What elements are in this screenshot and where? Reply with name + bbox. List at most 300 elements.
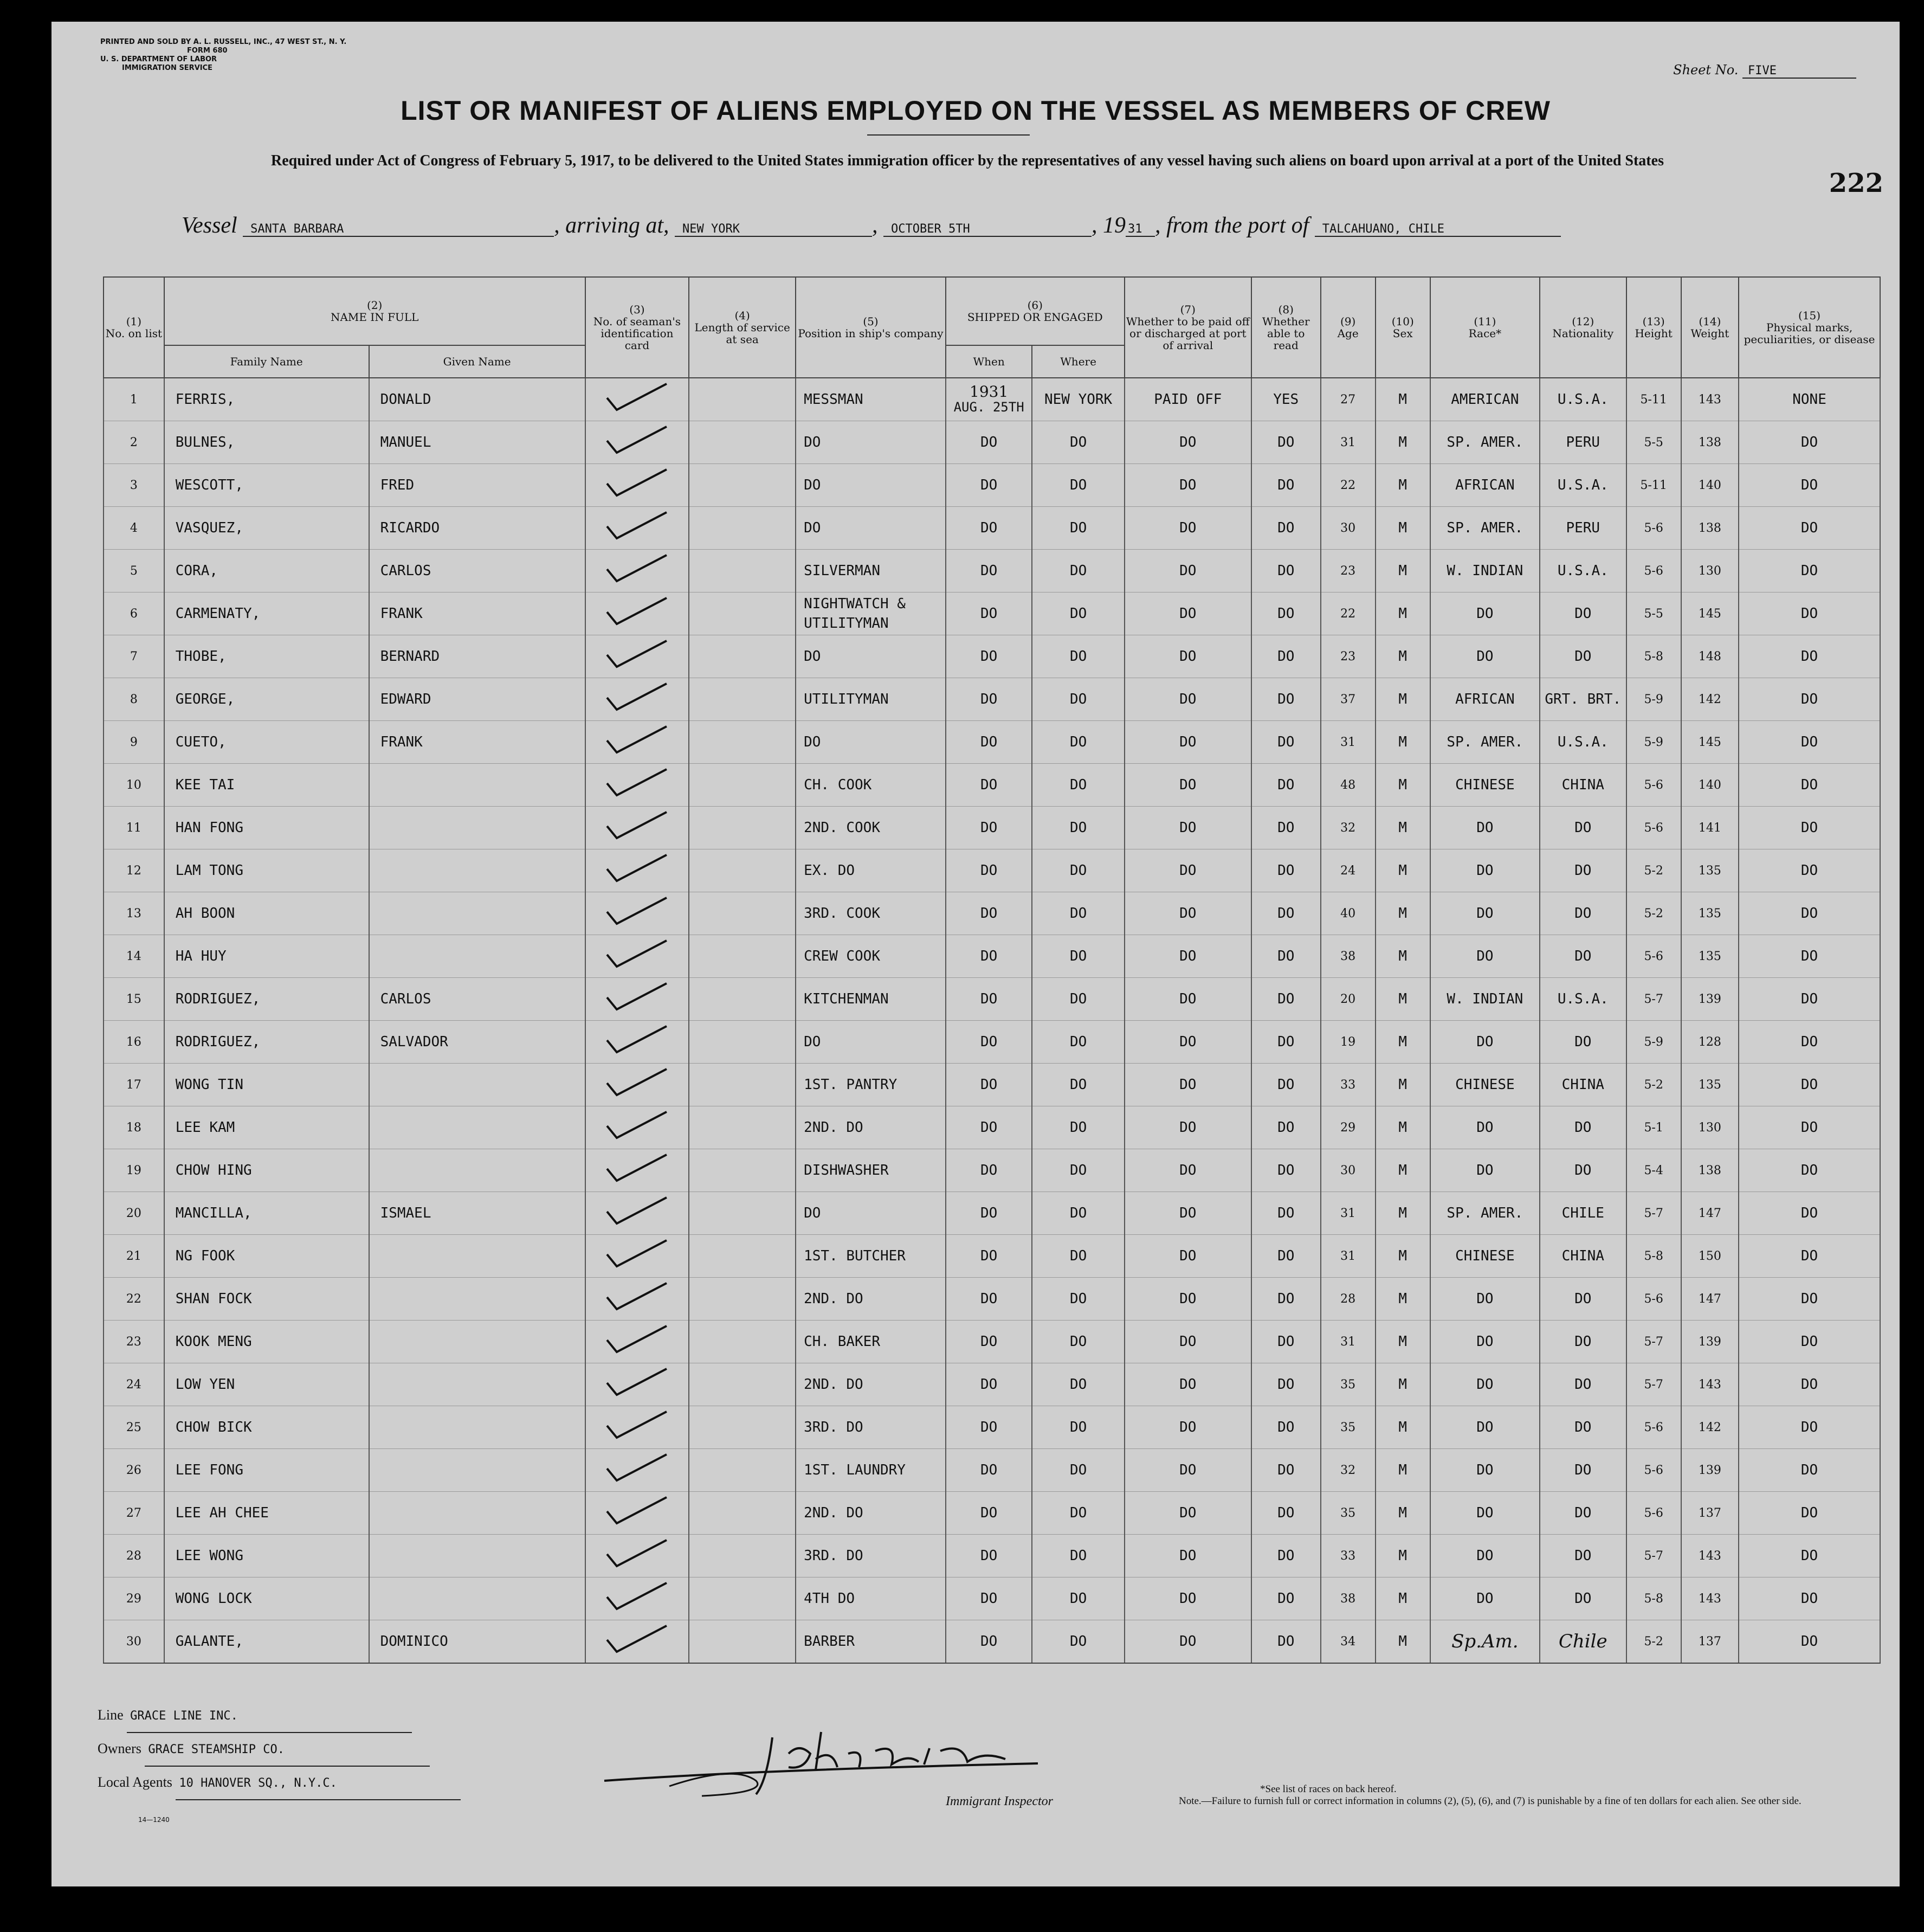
weight-cell: 142 [1681, 678, 1739, 721]
family-name-cell: HAN FONG [164, 807, 369, 849]
family-name-cell: LOW YEN [164, 1363, 369, 1406]
row-number-cell: 4 [104, 507, 164, 550]
shipped-when-cell: DO [946, 593, 1032, 635]
shipped-where-cell: DO [1032, 1321, 1124, 1363]
sex-cell: M [1376, 1321, 1430, 1363]
height-cell: 5-6 [1626, 507, 1681, 550]
paid-off-cell: DO [1125, 721, 1251, 764]
given-name-cell [369, 1449, 585, 1492]
col-header-weight: (14) Weight [1681, 277, 1739, 378]
sex-cell: M [1376, 978, 1430, 1021]
form-code: 14—1240 [138, 1816, 170, 1824]
height-cell: 5-9 [1626, 678, 1681, 721]
table-row [104, 1535, 1880, 1577]
age-cell: 29 [1321, 1106, 1376, 1149]
physical-marks-cell: DO [1739, 892, 1880, 935]
family-name-cell: GEORGE, [164, 678, 369, 721]
race-cell: DO [1430, 1449, 1540, 1492]
col-header-age: (9) Age [1321, 277, 1376, 378]
shipped-where-cell: DO [1032, 1149, 1124, 1192]
given-name-cell: ISMAEL [369, 1192, 585, 1235]
year-prefix: , 19 [1092, 213, 1126, 238]
race-cell: DO [1430, 1492, 1540, 1535]
shipped-when-cell: DO [946, 892, 1032, 935]
weight-cell: 147 [1681, 1192, 1739, 1235]
service-length-cell [689, 892, 796, 935]
service-length-cell [689, 849, 796, 892]
paid-off-cell: DO [1125, 550, 1251, 593]
paid-off-cell: DO [1125, 1192, 1251, 1235]
id-card-check-cell [585, 1106, 689, 1149]
age-cell: 31 [1321, 1321, 1376, 1363]
shipped-where-cell: DO [1032, 421, 1124, 464]
id-card-check-cell [585, 1064, 689, 1106]
able-to-read-cell: DO [1251, 721, 1321, 764]
family-name-cell: LEE AH CHEE [164, 1492, 369, 1535]
race-cell: DO [1430, 892, 1540, 935]
check-mark-icon [602, 1367, 672, 1399]
given-name-cell [369, 1492, 585, 1535]
shipped-when-cell: DO [946, 849, 1032, 892]
able-to-read-cell: DO [1251, 1620, 1321, 1664]
race-cell: Sp.Am. [1430, 1620, 1540, 1664]
given-name-cell: DOMINICO [369, 1620, 585, 1664]
check-mark-icon [602, 1195, 672, 1228]
nationality-cell: U.S.A. [1540, 378, 1626, 421]
age-cell: 35 [1321, 1406, 1376, 1449]
family-name-cell: RODRIGUEZ, [164, 978, 369, 1021]
given-name-cell [369, 1406, 585, 1449]
footer-notes [1179, 1783, 1840, 1807]
id-card-check-cell [585, 1278, 689, 1321]
sex-cell: M [1376, 1106, 1430, 1149]
id-card-check-cell [585, 1449, 689, 1492]
family-name-cell: CUETO, [164, 721, 369, 764]
physical-marks-cell: DO [1739, 721, 1880, 764]
nationality-cell: DO [1540, 1577, 1626, 1620]
family-name-cell: WONG TIN [164, 1064, 369, 1106]
sex-cell: M [1376, 378, 1430, 421]
check-mark-icon [602, 1538, 672, 1570]
nationality-cell: DO [1540, 1492, 1626, 1535]
able-to-read-cell: DO [1251, 1363, 1321, 1406]
shipped-when-cell: DO [946, 721, 1032, 764]
sex-cell: M [1376, 849, 1430, 892]
position-cell: 2ND. DO [796, 1278, 946, 1321]
able-to-read-cell: DO [1251, 507, 1321, 550]
table-row [104, 1492, 1880, 1535]
check-mark-icon [602, 810, 672, 842]
height-cell: 5-6 [1626, 764, 1681, 807]
table-row [104, 978, 1880, 1021]
paid-off-cell: PAID OFF [1125, 378, 1251, 421]
given-name-cell [369, 1064, 585, 1106]
given-name-cell: DONALD [369, 378, 585, 421]
paid-off-cell: DO [1125, 892, 1251, 935]
arriving-port: NEW YORK [675, 222, 872, 237]
paid-off-cell: DO [1125, 1064, 1251, 1106]
sex-cell: M [1376, 721, 1430, 764]
nationality-cell: DO [1540, 1021, 1626, 1064]
sex-cell: M [1376, 1021, 1430, 1064]
paid-off-cell: DO [1125, 1449, 1251, 1492]
weight-cell: 145 [1681, 593, 1739, 635]
service-length-cell [689, 807, 796, 849]
shipped-when-cell: DO [946, 1492, 1032, 1535]
inspector-signature [593, 1699, 1081, 1802]
able-to-read-cell: DO [1251, 1235, 1321, 1278]
physical-marks-cell: DO [1739, 464, 1880, 507]
sex-cell: M [1376, 593, 1430, 635]
height-cell: 5-6 [1626, 1278, 1681, 1321]
family-name-cell: CHOW HING [164, 1149, 369, 1192]
check-mark-icon [602, 1324, 672, 1356]
check-mark-icon [602, 981, 672, 1014]
id-card-check-cell [585, 935, 689, 978]
family-name-cell: CHOW BICK [164, 1406, 369, 1449]
age-cell: 35 [1321, 1363, 1376, 1406]
family-name-cell: KOOK MENG [164, 1321, 369, 1363]
sex-cell: M [1376, 807, 1430, 849]
position-cell: 3RD. DO [796, 1535, 946, 1577]
id-card-check-cell [585, 550, 689, 593]
given-name-cell [369, 764, 585, 807]
physical-marks-cell: DO [1739, 678, 1880, 721]
row-number-cell: 29 [104, 1577, 164, 1620]
paid-off-cell: DO [1125, 764, 1251, 807]
able-to-read-cell: DO [1251, 1449, 1321, 1492]
weight-cell: 147 [1681, 1278, 1739, 1321]
family-name-cell: WONG LOCK [164, 1577, 369, 1620]
shipped-where-cell: DO [1032, 807, 1124, 849]
physical-marks-cell: DO [1739, 1535, 1880, 1577]
given-name-cell [369, 849, 585, 892]
paid-off-cell: DO [1125, 1577, 1251, 1620]
age-cell: 23 [1321, 635, 1376, 678]
physical-marks-cell: DO [1739, 1363, 1880, 1406]
shipped-where-cell: DO [1032, 1278, 1124, 1321]
family-name-cell: KEE TAI [164, 764, 369, 807]
weight-cell: 138 [1681, 507, 1739, 550]
service-length-cell [689, 1577, 796, 1620]
given-name-cell: FRANK [369, 721, 585, 764]
table-row [104, 464, 1880, 507]
service-length-cell [689, 550, 796, 593]
table-row [104, 807, 1880, 849]
weight-cell: 145 [1681, 721, 1739, 764]
given-name-cell [369, 892, 585, 935]
age-cell: 24 [1321, 849, 1376, 892]
physical-marks-cell: DO [1739, 1235, 1880, 1278]
paid-off-cell: DO [1125, 807, 1251, 849]
manifest-body [104, 378, 1880, 1663]
family-name-cell: LEE KAM [164, 1106, 369, 1149]
weight-cell: 150 [1681, 1235, 1739, 1278]
sex-cell: M [1376, 1192, 1430, 1235]
check-mark-icon [602, 938, 672, 971]
sex-cell: M [1376, 1235, 1430, 1278]
department: U. S. DEPARTMENT OF LABOR [100, 55, 217, 63]
nationality-cell: CHILE [1540, 1192, 1626, 1235]
service-length-cell [689, 978, 796, 1021]
race-cell: DO [1430, 807, 1540, 849]
id-card-check-cell [585, 1492, 689, 1535]
shipped-when-cell: DO [946, 1577, 1032, 1620]
service-length-cell [689, 721, 796, 764]
height-cell: 5-2 [1626, 1064, 1681, 1106]
table-row [104, 1235, 1880, 1278]
page-number: 222 [1829, 168, 1883, 198]
col-header-name: (2) NAME IN FULL [164, 277, 585, 345]
weight-cell: 135 [1681, 892, 1739, 935]
race-cell: SP. AMER. [1430, 721, 1540, 764]
owners-value: GRACE STEAMSHIP CO. [145, 1734, 430, 1767]
nationality-cell: PERU [1540, 507, 1626, 550]
weight-cell: 139 [1681, 1321, 1739, 1363]
given-name-cell [369, 1235, 585, 1278]
physical-marks-cell: DO [1739, 1449, 1880, 1492]
check-mark-icon [602, 1024, 672, 1057]
shipped-where-cell: DO [1032, 1192, 1124, 1235]
shipped-where-cell: DO [1032, 1021, 1124, 1064]
paid-off-cell: DO [1125, 1406, 1251, 1449]
able-to-read-cell: DO [1251, 1021, 1321, 1064]
paid-off-cell: DO [1125, 1363, 1251, 1406]
table-row [104, 1620, 1880, 1664]
position-cell: NIGHTWATCH & UTILITYMAN [796, 593, 946, 635]
paid-off-cell: DO [1125, 1149, 1251, 1192]
table-row [104, 1192, 1880, 1235]
age-cell: 34 [1321, 1620, 1376, 1664]
paid-off-cell: DO [1125, 1321, 1251, 1363]
id-card-check-cell [585, 807, 689, 849]
shipped-when-cell: DO [946, 1620, 1032, 1664]
height-cell: 5-5 [1626, 421, 1681, 464]
physical-marks-cell: DO [1739, 1192, 1880, 1235]
year-suffix: 31 [1126, 222, 1155, 237]
position-cell: 2ND. DO [796, 1106, 946, 1149]
row-number-cell: 14 [104, 935, 164, 978]
height-cell: 5-9 [1626, 1021, 1681, 1064]
able-to-read-cell: DO [1251, 1577, 1321, 1620]
family-name-cell: SHAN FOCK [164, 1278, 369, 1321]
service-length-cell [689, 1192, 796, 1235]
physical-marks-cell: DO [1739, 935, 1880, 978]
given-name-cell [369, 1321, 585, 1363]
family-name-cell: LEE WONG [164, 1535, 369, 1577]
given-name-cell: RICARDO [369, 507, 585, 550]
nationality-cell: DO [1540, 1278, 1626, 1321]
sex-cell: M [1376, 764, 1430, 807]
id-card-check-cell [585, 1321, 689, 1363]
nationality-cell: GRT. BRT. [1540, 678, 1626, 721]
height-cell: 5-6 [1626, 1449, 1681, 1492]
check-mark-icon [602, 1110, 672, 1142]
id-card-check-cell [585, 1235, 689, 1278]
weight-cell: 135 [1681, 935, 1739, 978]
weight-cell: 139 [1681, 1449, 1739, 1492]
able-to-read-cell: DO [1251, 1278, 1321, 1321]
family-name-cell: LEE FONG [164, 1449, 369, 1492]
race-cell: DO [1430, 593, 1540, 635]
nationality-cell: DO [1540, 1321, 1626, 1363]
service-length-cell [689, 1620, 796, 1664]
shipped-where-cell: DO [1032, 1106, 1124, 1149]
sex-cell: M [1376, 421, 1430, 464]
race-cell: DO [1430, 1149, 1540, 1192]
race-cell: DO [1430, 1106, 1540, 1149]
able-to-read-cell: DO [1251, 1321, 1321, 1363]
form-number: FORM 680 [187, 47, 228, 55]
race-cell: CHINESE [1430, 1064, 1540, 1106]
col-header-where: Where [1032, 345, 1124, 378]
arrival-date: OCTOBER 5TH [883, 222, 1092, 237]
row-number-cell: 8 [104, 678, 164, 721]
shipped-where-cell: DO [1032, 464, 1124, 507]
nationality-cell: DO [1540, 1406, 1626, 1449]
age-cell: 48 [1321, 764, 1376, 807]
service-length-cell [689, 635, 796, 678]
age-cell: 31 [1321, 1235, 1376, 1278]
paid-off-cell: DO [1125, 1492, 1251, 1535]
given-name-cell: FRANK [369, 593, 585, 635]
from-label: , from the port of [1155, 213, 1309, 238]
check-mark-icon [602, 467, 672, 500]
col-header-family-name: Family Name [164, 345, 369, 378]
race-cell: CHINESE [1430, 1235, 1540, 1278]
weight-cell: 142 [1681, 1406, 1739, 1449]
family-name-cell: LAM TONG [164, 849, 369, 892]
physical-marks-cell: NONE [1739, 378, 1880, 421]
family-name-cell: FERRIS, [164, 378, 369, 421]
check-mark-icon [602, 1067, 672, 1099]
shipped-when-cell: DO [946, 1278, 1032, 1321]
row-number-cell: 30 [104, 1620, 164, 1664]
check-mark-icon [602, 1409, 672, 1442]
race-cell: DO [1430, 635, 1540, 678]
position-cell: DO [796, 507, 946, 550]
position-cell: SILVERMAN [796, 550, 946, 593]
age-cell: 40 [1321, 892, 1376, 935]
table-row [104, 1278, 1880, 1321]
race-cell: SP. AMER. [1430, 421, 1540, 464]
row-number-cell: 23 [104, 1321, 164, 1363]
height-cell: 5-8 [1626, 1577, 1681, 1620]
check-mark-icon [602, 1495, 672, 1528]
position-cell: DISHWASHER [796, 1149, 946, 1192]
table-row [104, 593, 1880, 635]
race-cell: W. INDIAN [1430, 978, 1540, 1021]
service-length-cell [689, 1278, 796, 1321]
sex-cell: M [1376, 1278, 1430, 1321]
height-cell: 5-6 [1626, 550, 1681, 593]
id-card-check-cell [585, 1149, 689, 1192]
row-number-cell: 28 [104, 1535, 164, 1577]
paid-off-cell: DO [1125, 935, 1251, 978]
height-cell: 5-2 [1626, 892, 1681, 935]
able-to-read-cell: DO [1251, 935, 1321, 978]
nationality-cell: DO [1540, 892, 1626, 935]
service-length-cell [689, 507, 796, 550]
col-header-no: (1) No. on list [104, 277, 164, 378]
service-length-cell [689, 464, 796, 507]
height-cell: 5-6 [1626, 935, 1681, 978]
family-name-cell: GALANTE, [164, 1620, 369, 1664]
sex-cell: M [1376, 1064, 1430, 1106]
check-mark-icon [602, 1581, 672, 1613]
race-cell: DO [1430, 1406, 1540, 1449]
id-card-check-cell [585, 464, 689, 507]
row-number-cell: 17 [104, 1064, 164, 1106]
check-mark-icon [602, 1281, 672, 1313]
service-length-cell [689, 1406, 796, 1449]
id-card-check-cell [585, 1406, 689, 1449]
shipped-when-cell: DO [946, 678, 1032, 721]
physical-marks-cell: DO [1739, 1064, 1880, 1106]
sex-cell: M [1376, 635, 1430, 678]
shipped-where-cell: DO [1032, 935, 1124, 978]
table-row [104, 1021, 1880, 1064]
physical-marks-cell: DO [1739, 421, 1880, 464]
service-length-cell [689, 1449, 796, 1492]
check-mark-icon [602, 767, 672, 800]
able-to-read-cell: DO [1251, 1149, 1321, 1192]
age-cell: 32 [1321, 807, 1376, 849]
able-to-read-cell: DO [1251, 1406, 1321, 1449]
able-to-read-cell: DO [1251, 550, 1321, 593]
sex-cell: M [1376, 1492, 1430, 1535]
position-cell: DO [796, 464, 946, 507]
sex-cell: M [1376, 1577, 1430, 1620]
family-name-cell: WESCOTT, [164, 464, 369, 507]
shipped-when-cell: DO [946, 1106, 1032, 1149]
id-card-check-cell [585, 1192, 689, 1235]
physical-marks-cell: DO [1739, 764, 1880, 807]
page-title: LIST OR MANIFEST OF ALIENS EMPLOYED ON THE VESSEL AS MEMBERS OF CREW [401, 95, 1551, 126]
sheet-number-label: Sheet No. [1673, 62, 1739, 78]
able-to-read-cell: YES [1251, 378, 1321, 421]
physical-marks-cell: DO [1739, 635, 1880, 678]
line-value: GRACE LINE INC. [127, 1701, 412, 1733]
paid-off-cell: DO [1125, 978, 1251, 1021]
physical-marks-cell: DO [1739, 1620, 1880, 1664]
check-mark-icon [602, 1152, 672, 1185]
nationality-cell: U.S.A. [1540, 978, 1626, 1021]
shipped-when-cell: DO [946, 464, 1032, 507]
paid-off-cell: DO [1125, 635, 1251, 678]
height-cell: 5-1 [1626, 1106, 1681, 1149]
id-card-check-cell [585, 721, 689, 764]
col-header-read: (8) Whether able to read [1251, 277, 1321, 378]
height-cell: 5-2 [1626, 1620, 1681, 1664]
age-cell: 22 [1321, 593, 1376, 635]
given-name-cell: MANUEL [369, 421, 585, 464]
height-cell: 5-9 [1626, 721, 1681, 764]
able-to-read-cell: DO [1251, 1535, 1321, 1577]
service-length-cell [689, 1363, 796, 1406]
row-number-cell: 18 [104, 1106, 164, 1149]
agents-value: 10 HANOVER SQ., N.Y.C. [176, 1768, 461, 1800]
shipped-when-cell: DO [946, 935, 1032, 978]
age-cell: 31 [1321, 1192, 1376, 1235]
id-card-check-cell [585, 1021, 689, 1064]
sex-cell: M [1376, 1406, 1430, 1449]
row-number-cell: 26 [104, 1449, 164, 1492]
height-cell: 5-11 [1626, 378, 1681, 421]
race-cell: DO [1430, 1278, 1540, 1321]
physical-marks-cell: DO [1739, 1406, 1880, 1449]
position-cell: 2ND. DO [796, 1363, 946, 1406]
